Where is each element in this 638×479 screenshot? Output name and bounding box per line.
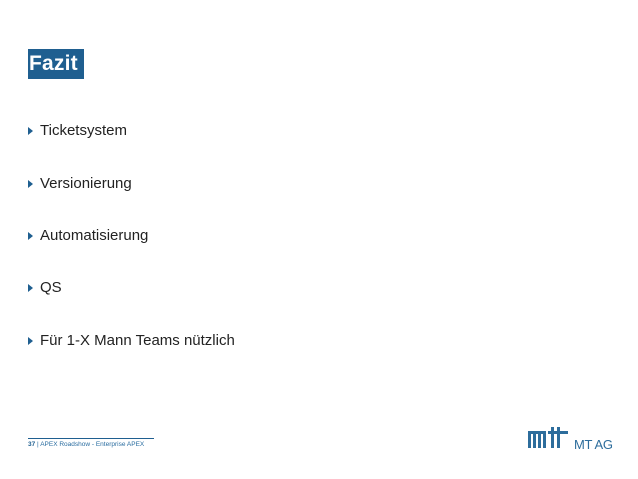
footer-text: APEX Roadshow - Enterprise APEX (40, 441, 145, 448)
bullet-marker-icon (28, 180, 33, 188)
bullet-text: Versionierung (40, 175, 132, 192)
bullet-item (28, 279, 62, 296)
bullet-item (28, 332, 235, 349)
bullet-text: Ticketsystem (40, 122, 127, 139)
bullet-text: Für 1-X Mann Teams nützlich (40, 332, 235, 349)
bullet-text: QS (40, 279, 62, 296)
slide-title: Fazit (28, 49, 84, 79)
bullet-item (28, 227, 148, 244)
slide-footer (28, 441, 144, 448)
bullet-item (28, 122, 127, 139)
footer-separator: | (37, 441, 39, 448)
logo-text: MT AG (574, 437, 613, 452)
bullet-marker-icon (28, 232, 33, 240)
bullet-text: Automatisierung (40, 227, 149, 244)
bullet-item (28, 175, 132, 192)
bullet-marker-icon (28, 337, 33, 345)
bullet-marker-icon (28, 127, 33, 135)
bullet-marker-icon (28, 284, 33, 292)
page-number: 37 (28, 441, 36, 448)
footer-divider (28, 438, 154, 439)
